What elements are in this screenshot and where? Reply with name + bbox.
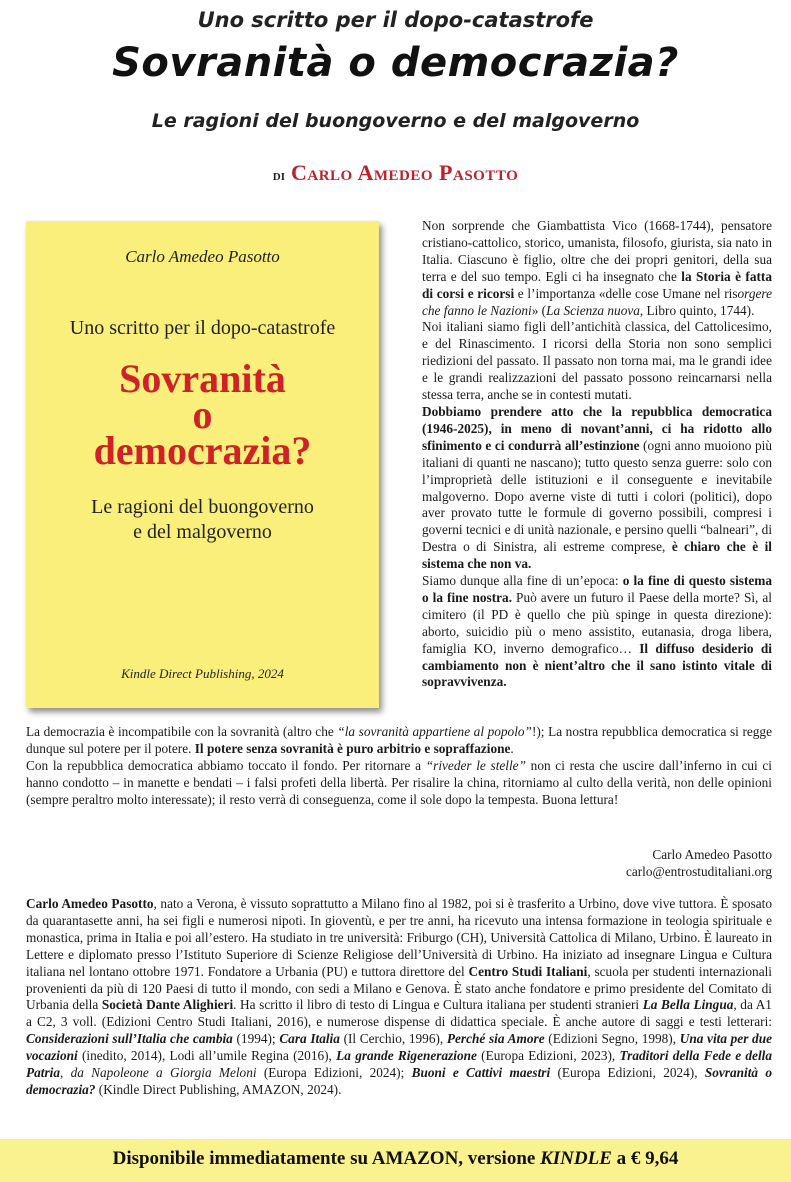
book-cover [26,221,379,708]
article-paragraph-3: Dobbiamo prendere atto che la repubblica democratica (1946-2025), in meno di novant’anni, ci ha ridotto allo sfinimento e ci condurrà all’estinzione (ogni anno muoiono più italiani di quanti ne nascano); tutto questo senza guerre: solo con l’improprietà delle istituzioni e il conseguente e inevitabile malgoverno. Dopo averne viste di tutti i colori (politici), dopo aver provato tutte le formule di governo possibili, compresi i governi tecnici e di unità nazionale, e persino quelli “balneari”, di Destra o di Sinistra, ali estreme comprese, è chiaro che è il sistema che non va. [422,403,773,572]
article-full-width [26,724,772,809]
byline [0,160,791,186]
signature-email: carlo@entrostuditaliani.org [625,864,772,879]
article-paragraph-4: Siamo dunque alla fine di un’epoca: o la fine di questo sistema o la fine nostra. Può avere un futuro il Paese della morte? Sì, al cimitero (il PD è quello che più spinge in questa direzione): aborto, suicidio più o meno assistito, eutanasia, droga libera, famiglia KO, inverno demografico… Il diffuso desiderio di cambiamento non è nient’altro che il sano istinto vitale di sopravvivenza. [422,573,772,690]
cover-author: Carlo Amedeo Pasotto [125,247,280,266]
cover-title-line3: democrazia? [93,428,312,473]
article-column [422,218,772,691]
article-paragraph-2: Noi italiani siamo figli dell’antichità classica, del Cattolicesimo, e del Rinascimento. I ricorsi della Storia non sono semplici riedizioni del passato. Il passato non torna mai, ma le grandi idee e le grandi realizzazioni del passato possono reincarnarsi nella stessa terra, anche se in contesti mutati. [422,319,772,403]
article-paragraph-1: Non sorprende che Giambattista Vico (1668-1744), pensatore cristiano-cattolico, storico, umanista, filosofo, giurista, sia nato in Italia. Ciascuno è figlio, oltre che dei propri genitori, della sua terra e del suo tempo. Egli ci ha insegnato che la Storia è fatta di corsi e ricorsi e l’importanza «delle cose Umane nel risorgere che fanno le Nazioni» (La Scienza nuova, Libro quinto, 1744). [422,218,772,318]
page-subtitle: Le ragioni del buongoverno e del malgoverno [151,110,640,132]
cover-title-line1: Sovranità [119,356,286,401]
author-bio: Carlo Amedeo Pasotto, nato a Verona, è vissuto soprattutto a Milano fino al 1982, poi si è trasferito a Urbino, dove vive tuttora. È sposato da quarantasette anni, ha sei figli e numerosi nipoti. In gioventù, e per tre anni, ha ricevuto una intensa formazione in teologia spirituale e monastica, prima in Italia e poi all’estero. Ha studiato in tre università: Friburgo (CH), Università Cattolica di Milano, Urbino. È laureato in Lettere e diplomato presso l’Istituto Superiore di Scienze Religiose dell’Università di Urbino. Ha iniziato ad insegnare Lingua e Cultura italiana nel lontano ottobre 1971. Fondatore a Urbania (PU) e tuttora direttore del Centro Studi Italiani, scuola per studenti internazionali provenienti da più di 120 Paesi di tutto il mondo, con sedi a Milano e Genova. È stato anche fondatore e primo presidente del Comitato di Urbania della Società Dante Alighieri. Ha scritto il libro di testo di Lingua e Cultura italiana per studenti stranieri La Bella Lingua, da A1 a C2, 3 voll. (Edizioni Centro Studi Italiani, 2016), e numerose dispense di didattica speciale. È anche autore di saggi e testi letterari: Considerazioni sull’Italia che cambia (1994); Cara Italia (Il Cerchio, 1996), Perché sia Amore (Edizioni Segno, 1998), Una vita per due vocazioni (inedito, 2014), Lodi all’umile Regina (2016), La grande Rigenerazione (Europa Edizioni, 2023), Traditori della Fede e della Patria, da Napoleone a Giorgia Meloni (Europa Edizioni, 2024); Buoni e Cattivi maestri (Europa Edizioni, 2024), Sovranità o democrazia? (Kindle Direct Publishing, AMAZON, 2024). [26,896,772,1097]
availability-text: Disponibile immediatamente su AMAZON, versione KINDLE a € 9,64 [112,1148,679,1169]
article-paragraph-5: La democrazia è incompatibile con la sovranità (altro che “la sovranità appartiene al popolo”!); La nostra repubblica democratica si regge dunque sul potere per il potere. Il potere senza sovranità è puro arbitrio e sopraffazione. [26,724,772,756]
article-paragraph-6: Con la repubblica democratica abbiamo toccato il fondo. Per ritornare a “riveder le stelle” non ci resta che uscire dall’inferno in cui ci hanno condotto – in manette e bendati – i falsi profeti della libertà. Per risalire la china, ritorniamo al culto della verità, non delle opinioni (sempre peraltro molto interessate); il resto verrà di conseguenza, come il sole dopo la tempesta. Buona lettura! [26,757,772,807]
cover-subtitle-line1: Le ragioni del buongoverno [91,496,314,518]
cover-publisher: Kindle Direct Publishing, 2024 [121,666,284,681]
cover-title [26,356,379,473]
cover-subtitle [56,495,349,545]
signature-name: Carlo Amedeo Pasotto [652,847,772,862]
cover-title-line2: o [192,392,213,437]
byline-prefix: di [272,168,285,184]
cover-subtitle-line2: e del malgoverno [133,521,272,543]
availability-banner [0,1139,791,1182]
header-kicker: Uno scritto per il dopo-catastrofe [197,8,594,32]
page-title: Sovranità o democrazia? [112,40,679,86]
byline-author: Carlo Amedeo Pasotto [290,160,519,185]
cover-kicker: Uno scritto per il dopo-catastrofe [69,317,336,339]
signature [626,846,772,880]
